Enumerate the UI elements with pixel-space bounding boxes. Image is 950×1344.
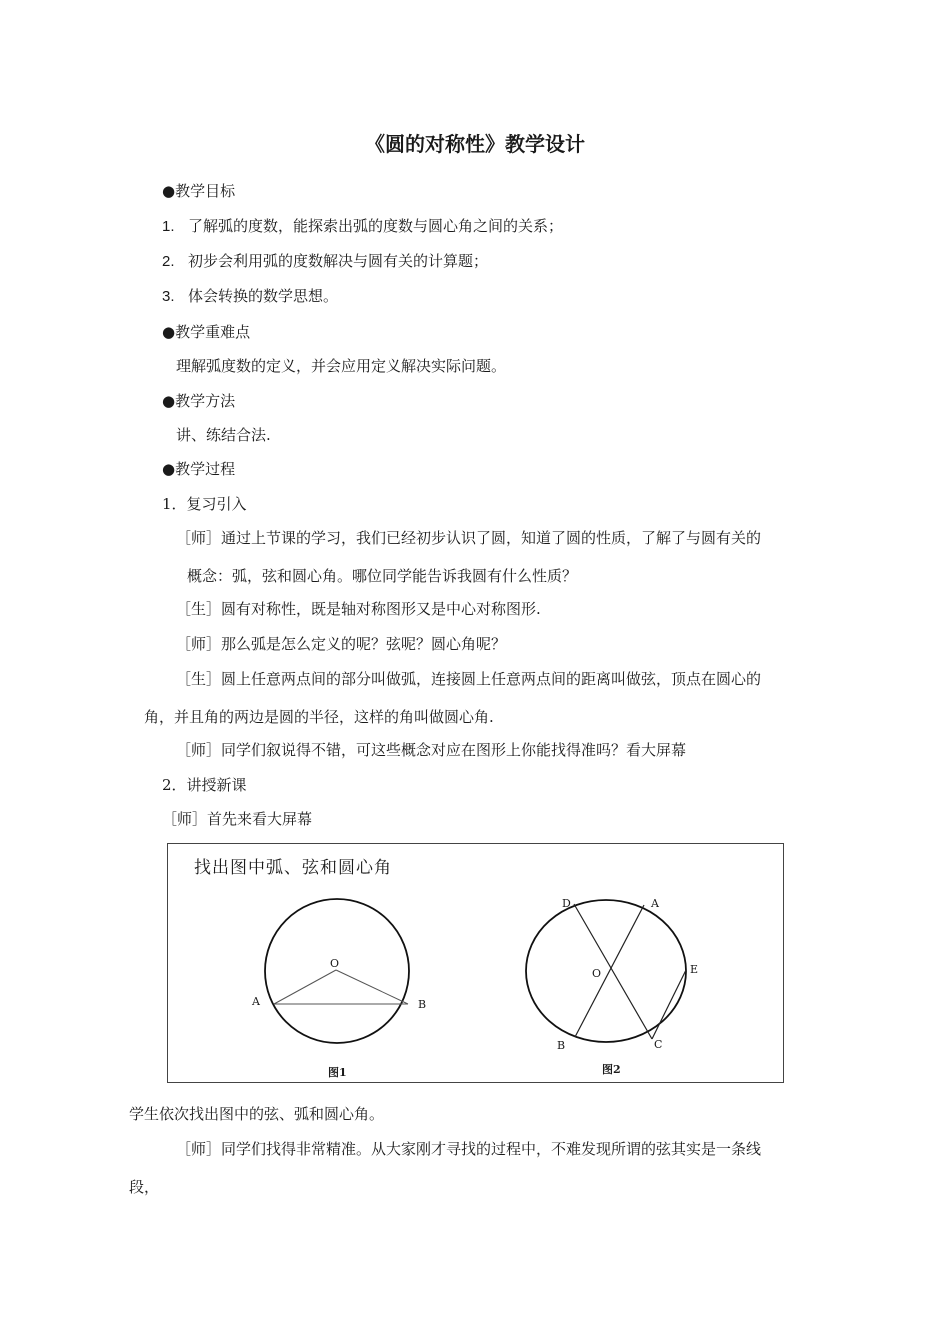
paragraph-line: ［师］同学们叙说得不错，可这些概念对应在图形上你能找得准吗？看大屏幕: [176, 741, 687, 759]
goal-number: 1.: [162, 218, 175, 235]
goals-heading: ●教学目标: [162, 182, 236, 200]
fig2-caption: 图2: [602, 1063, 621, 1076]
paragraph-line: 学生依次找出图中的弦、弧和圆心角。: [129, 1105, 385, 1123]
document-title: 《圆的对称性》教学设计: [365, 132, 585, 156]
fig1-label-o: O: [330, 957, 340, 970]
process-heading: ●教学过程: [162, 460, 236, 478]
goal-text: 了解弧的度数，能探索出弧的度数与圆心角之间的关系；: [188, 217, 564, 235]
step-2-heading: 2．讲授新课: [162, 776, 247, 794]
goal-text: 体会转换的数学思想。: [188, 287, 339, 305]
fig2-label-d: D: [562, 897, 571, 910]
paragraph-line: ［师］通过上节课的学习，我们已经初步认识了圆，知道了圆的性质，了解了与圆有关的: [176, 529, 762, 547]
goal-number: 3.: [162, 288, 175, 305]
fig1-caption: 图1: [328, 1066, 347, 1079]
fig2-label-e: E: [690, 963, 699, 976]
paragraph-line: ［师］那么弧是怎么定义的呢？弦呢？圆心角呢？: [176, 635, 507, 653]
fig2-label-b: B: [557, 1039, 566, 1052]
fig2-circle: [526, 900, 686, 1042]
fig2-chord-dc: [574, 904, 652, 1039]
goal-item-3: [162, 286, 338, 307]
paragraph-line: ［师］首先来看大屏幕: [162, 810, 313, 828]
fig2-label-c: C: [654, 1038, 663, 1051]
fig1-label-b: B: [418, 998, 427, 1011]
fig2-label-o: O: [592, 967, 602, 980]
paragraph-line: 段，: [129, 1178, 160, 1196]
goal-item-1: [162, 216, 563, 237]
figure-panel: [167, 843, 784, 1083]
method-heading: ●教学方法: [162, 392, 236, 410]
paragraph-line: 角，并且角的两边是圆的半径，这样的角叫做圆心角.: [144, 708, 494, 726]
fig1-radius-ob: [336, 970, 408, 1004]
fig1-label-a: A: [252, 995, 260, 1008]
method-text: 讲、练结合法.: [176, 426, 271, 444]
key-heading: ●教学重难点: [162, 323, 251, 341]
goal-text: 初步会利用弧的度数解决与圆有关的计算题；: [188, 252, 489, 270]
paragraph-line: ［师］同学们找得非常精准。从大家刚才寻找的过程中，不难发现所谓的弦其实是一条线: [176, 1140, 762, 1158]
key-text: 理解弧度数的定义，并会应用定义解决实际问题。: [176, 357, 507, 375]
goal-item-2: [162, 251, 488, 272]
fig2-label-a: A: [651, 897, 659, 910]
fig1-radius-oa: [274, 970, 336, 1004]
fig2-chord-ec: [652, 970, 686, 1039]
paragraph-line: ［生］圆有对称性，既是轴对称图形又是中心对称图形.: [176, 600, 541, 618]
paragraph-line: 概念：弧，弦和圆心角。哪位同学能告诉我圆有什么性质？: [187, 567, 578, 585]
paragraph-line: ［生］圆上任意两点间的部分叫做弧，连接圆上任意两点间的距离叫做弦，顶点在圆心的: [176, 670, 762, 688]
figure-heading: 找出图中弧、弦和圆心角: [194, 858, 392, 878]
goal-number: 2.: [162, 253, 175, 270]
step-1-heading: 1．复习引入: [162, 495, 247, 513]
